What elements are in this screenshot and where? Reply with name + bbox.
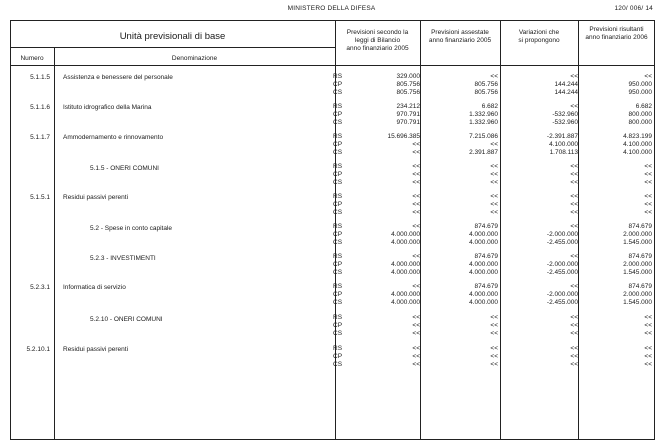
value-cell: 7.215.086: [469, 133, 498, 140]
value-cell: <<: [412, 179, 420, 186]
table-row: [10, 133, 655, 157]
value-cell: <<: [490, 330, 498, 337]
row-values-c1: [322, 345, 420, 369]
value-cell: <<: [570, 73, 578, 80]
value-cell: <<: [412, 322, 420, 329]
value-cell: <<: [490, 361, 498, 368]
row-values-c2: [407, 163, 498, 187]
row-denomination: Residui passivi perenti: [63, 194, 129, 201]
table-row: [10, 253, 655, 277]
code-label: CS: [333, 239, 343, 246]
unita-title: Unità previsionali di base: [119, 31, 226, 42]
row-values-c3: [497, 345, 578, 369]
value-cell: 2.000.000: [623, 261, 652, 268]
code-label: CP: [333, 353, 343, 360]
value-cell: <<: [412, 314, 420, 321]
value-cell: <<: [570, 253, 578, 260]
value-cell: 6.682: [635, 103, 652, 110]
row-values-c1: [322, 73, 420, 97]
code-label: CP: [333, 201, 343, 208]
value-cell: <<: [412, 330, 420, 337]
value-cell: <<: [412, 361, 420, 368]
row-denomination: Ammodernamento e rinnovamento: [63, 134, 164, 141]
code-label: CS: [333, 269, 343, 276]
table-row: [10, 103, 655, 127]
value-cell: <<: [412, 163, 420, 170]
row-values-c2: [407, 253, 498, 277]
code-label: CS: [333, 299, 343, 306]
value-cell: <<: [570, 322, 578, 329]
row-values-c2: [407, 73, 498, 97]
value-cell: 2.391.887: [469, 149, 498, 156]
code-label: CP: [333, 111, 343, 118]
value-cell: 1.545.000: [623, 299, 652, 306]
row-denomination: 5.2 - Spese in conto capitale: [90, 225, 173, 232]
row-values-c2: [407, 103, 498, 127]
value-cell: <<: [570, 163, 578, 170]
row-values-c4: [572, 163, 652, 187]
code-label: RS: [333, 345, 343, 352]
numero-header: Numero: [20, 55, 44, 62]
value-cell: 1.545.000: [623, 269, 652, 276]
code-label: CS: [333, 330, 343, 337]
value-cell: 144.244: [554, 81, 578, 88]
row-denomination: Assistenza e benessere del personale: [63, 74, 173, 81]
value-cell: 4.823.199: [623, 133, 652, 140]
row-values-c1: [322, 314, 420, 338]
value-cell: <<: [490, 171, 498, 178]
value-cell: 4.000.000: [391, 291, 420, 298]
value-cell: 874.679: [474, 253, 498, 260]
code-label: RS: [333, 283, 343, 290]
code-label: CP: [333, 322, 343, 329]
value-cell: 1.708.113: [549, 149, 578, 156]
value-cell: <<: [490, 141, 498, 148]
code-label: RS: [333, 314, 343, 321]
code-label: CS: [333, 209, 343, 216]
row-values-c3: [497, 73, 578, 97]
code-label: CP: [333, 171, 343, 178]
code-label: CS: [333, 89, 343, 96]
value-cell: 4.000.000: [391, 299, 420, 306]
value-cell: 4.100.000: [623, 149, 652, 156]
value-cell: <<: [644, 163, 652, 170]
value-cell: <<: [644, 209, 652, 216]
table-row: [10, 73, 655, 97]
value-cell: <<: [490, 73, 498, 80]
code-label: RS: [333, 163, 343, 170]
code-label: RS: [333, 253, 343, 260]
row-values-c4: [572, 193, 652, 217]
row-values-c4: [572, 73, 652, 97]
row-values-c3: [497, 314, 578, 338]
value-cell: -2.455.000: [546, 269, 578, 276]
value-cell: <<: [490, 314, 498, 321]
value-cell: 874.679: [628, 223, 652, 230]
row-values-c2: [407, 314, 498, 338]
row-denomination: Istituto idrografico della Marina: [63, 104, 152, 111]
row-values-c3: [497, 133, 578, 157]
value-cell: 329.000: [396, 73, 420, 80]
row-number: 5.1.1.6: [30, 104, 50, 111]
value-cell: 1.545.000: [623, 239, 652, 246]
row-values-c3: [497, 283, 578, 307]
value-cell: -2.000.000: [546, 231, 578, 238]
value-cell: 15.696.385: [387, 133, 420, 140]
row-values-c3: [497, 103, 578, 127]
value-cell: <<: [644, 171, 652, 178]
row-values-c1: [322, 163, 420, 187]
value-cell: -2.455.000: [546, 299, 578, 306]
value-cell: 970.791: [396, 119, 420, 126]
row-values-c4: [572, 223, 652, 247]
row-number: 5.1.5.1: [30, 194, 50, 201]
value-cell: <<: [490, 163, 498, 170]
value-cell: 874.679: [474, 283, 498, 290]
value-cell: 4.100.000: [623, 141, 652, 148]
value-cell: <<: [570, 193, 578, 200]
code-label: CP: [333, 291, 343, 298]
code-label: CP: [333, 141, 343, 148]
value-cell: <<: [490, 193, 498, 200]
divider-header: [10, 65, 655, 66]
value-cell: 234.212: [396, 103, 420, 110]
row-number: 5.1.1.7: [30, 134, 50, 141]
value-cell: <<: [570, 179, 578, 186]
value-cell: <<: [570, 330, 578, 337]
value-cell: 800.000: [628, 111, 652, 118]
row-values-c2: [407, 283, 498, 307]
value-cell: 4.000.000: [391, 261, 420, 268]
value-cell: <<: [570, 223, 578, 230]
value-cell: 4.100.000: [549, 141, 578, 148]
value-cell: 805.756: [474, 81, 498, 88]
value-cell: <<: [570, 283, 578, 290]
table-row: [10, 283, 655, 307]
value-cell: <<: [412, 253, 420, 260]
code-label: RS: [333, 193, 343, 200]
row-values-c1: [322, 103, 420, 127]
row-number: 5.1.1.5: [30, 74, 50, 81]
row-values-c1: [322, 253, 420, 277]
col-header-variazioni: Variazioni che si propongono: [518, 29, 560, 44]
code-label: RS: [333, 73, 343, 80]
row-values-c4: [572, 133, 652, 157]
row-values-c4: [572, 103, 652, 127]
value-cell: <<: [412, 209, 420, 216]
value-cell: <<: [490, 322, 498, 329]
value-cell: 4.000.000: [469, 291, 498, 298]
code-label: RS: [333, 103, 343, 110]
value-cell: <<: [644, 345, 652, 352]
value-cell: <<: [570, 201, 578, 208]
table-row: [10, 193, 655, 217]
ministry-title: MINISTERO DELLA DIFESA: [287, 5, 376, 12]
value-cell: <<: [412, 149, 420, 156]
value-cell: <<: [644, 201, 652, 208]
row-values-c3: [497, 253, 578, 277]
value-cell: 6.682: [481, 103, 498, 110]
value-cell: <<: [644, 322, 652, 329]
value-cell: <<: [570, 209, 578, 216]
value-cell: <<: [412, 353, 420, 360]
value-cell: 800.000: [628, 119, 652, 126]
row-values-c1: [322, 193, 420, 217]
value-cell: 874.679: [474, 223, 498, 230]
value-cell: <<: [412, 345, 420, 352]
page-reference: 120/ 006/ 14: [614, 5, 653, 12]
code-label: RS: [333, 223, 343, 230]
value-cell: <<: [412, 283, 420, 290]
value-cell: -2.391.887: [546, 133, 578, 140]
value-cell: <<: [412, 201, 420, 208]
table-row: [10, 163, 655, 187]
value-cell: -532.960: [552, 119, 578, 126]
row-values-c1: [322, 223, 420, 247]
value-cell: -532.960: [552, 111, 578, 118]
value-cell: <<: [412, 223, 420, 230]
row-denomination: 5.2.3 - INVESTIMENTI: [90, 255, 156, 262]
row-values-c3: [497, 193, 578, 217]
code-label: CP: [333, 261, 343, 268]
value-cell: 874.679: [628, 283, 652, 290]
value-cell: <<: [644, 330, 652, 337]
code-label: CS: [333, 179, 343, 186]
row-values-c3: [497, 163, 578, 187]
value-cell: <<: [490, 353, 498, 360]
row-number: 5.2.3.1: [30, 284, 50, 291]
row-values-c2: [407, 345, 498, 369]
value-cell: <<: [570, 103, 578, 110]
row-values-c1: [322, 283, 420, 307]
value-cell: 4.000.000: [391, 239, 420, 246]
row-denomination: 5.2.10 - ONERI COMUNI: [90, 316, 163, 323]
table-row: [10, 345, 655, 369]
value-cell: <<: [490, 201, 498, 208]
value-cell: <<: [644, 361, 652, 368]
value-cell: 4.000.000: [391, 231, 420, 238]
value-cell: <<: [570, 314, 578, 321]
value-cell: 805.756: [474, 89, 498, 96]
value-cell: 4.000.000: [469, 231, 498, 238]
code-label: CS: [333, 119, 343, 126]
row-values-c2: [407, 193, 498, 217]
value-cell: 2.000.000: [623, 231, 652, 238]
value-cell: <<: [412, 171, 420, 178]
value-cell: <<: [412, 193, 420, 200]
value-cell: <<: [644, 73, 652, 80]
row-denomination: Residui passivi perenti: [63, 346, 129, 353]
value-cell: -2.000.000: [546, 261, 578, 268]
row-values-c2: [407, 223, 498, 247]
value-cell: <<: [570, 361, 578, 368]
row-values-c2: [407, 133, 498, 157]
value-cell: 1.332.960: [469, 119, 498, 126]
code-label: RS: [333, 133, 343, 140]
row-number: 5.2.10.1: [26, 346, 50, 353]
value-cell: <<: [644, 314, 652, 321]
value-cell: <<: [490, 345, 498, 352]
value-cell: <<: [490, 209, 498, 216]
value-cell: 2.000.000: [623, 291, 652, 298]
value-cell: 4.000.000: [469, 299, 498, 306]
row-values-c1: [322, 133, 420, 157]
row-values-c4: [572, 253, 652, 277]
row-values-c4: [572, 314, 652, 338]
row-denomination: Informatica di servizio: [63, 284, 126, 291]
value-cell: 950.000: [628, 81, 652, 88]
divider-title: [10, 47, 335, 48]
value-cell: <<: [570, 353, 578, 360]
table-row: [10, 223, 655, 247]
value-cell: 805.756: [396, 81, 420, 88]
row-values-c4: [572, 345, 652, 369]
value-cell: <<: [644, 179, 652, 186]
value-cell: <<: [570, 345, 578, 352]
value-cell: 1.332.960: [469, 111, 498, 118]
row-denomination: 5.1.5 - ONERI COMUNI: [90, 165, 159, 172]
col-header-previsioni-bilancio: Previsioni secondo la leggi di Bilancio anno finanziario 2005: [346, 29, 409, 52]
col-header-previsioni-assestate: Previsioni assestate anno finanziario 2005: [428, 29, 492, 44]
value-cell: 4.000.000: [391, 269, 420, 276]
value-cell: <<: [644, 353, 652, 360]
table-row: [10, 314, 655, 338]
denominazione-header: Denominazione: [171, 55, 218, 62]
value-cell: 4.000.000: [469, 261, 498, 268]
code-label: CP: [333, 231, 343, 238]
code-label: CS: [333, 149, 343, 156]
value-cell: 4.000.000: [469, 269, 498, 276]
value-cell: 970.791: [396, 111, 420, 118]
row-values-c4: [572, 283, 652, 307]
code-label: CS: [333, 361, 343, 368]
value-cell: -2.455.000: [546, 239, 578, 246]
row-values-c3: [497, 223, 578, 247]
value-cell: -2.000.000: [546, 291, 578, 298]
value-cell: <<: [644, 193, 652, 200]
value-cell: 144.244: [554, 89, 578, 96]
col-header-previsioni-risultanti: Previsioni risultanti anno finanziario 2006: [585, 26, 648, 41]
code-label: CP: [333, 81, 343, 88]
value-cell: 874.679: [628, 253, 652, 260]
value-cell: 950.000: [628, 89, 652, 96]
value-cell: <<: [570, 171, 578, 178]
value-cell: <<: [412, 141, 420, 148]
value-cell: 4.000.000: [469, 239, 498, 246]
value-cell: <<: [490, 179, 498, 186]
value-cell: 805.756: [396, 89, 420, 96]
